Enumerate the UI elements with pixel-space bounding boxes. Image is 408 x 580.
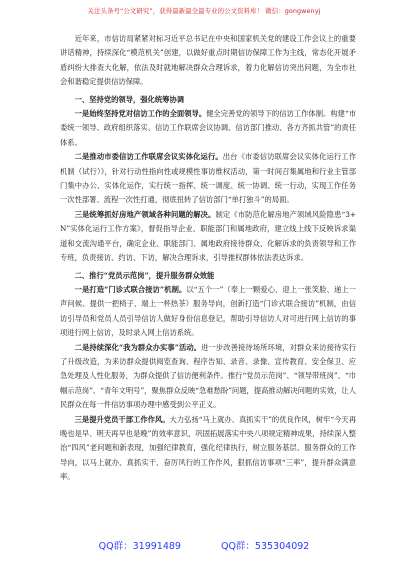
item-lead: 三是提升党员干部工作作风。 [74, 414, 170, 424]
item-body: 制定《市防范化解房地产领域风险隐患“3+N”实体化运行工作方案》，督促指导企业、职能部门和属地政府，建立线上线下反映诉求渠道和交流沟通平台，确定企业、职能部门、属地政府接待群众、化解诉求的负责领导和工作专班，负责接访、约访、下访，解决合理诉求，引导推权群体依法表达诉求。 [60, 209, 356, 263]
footer-contacts [0, 538, 408, 552]
item-body: 大力弘扬“马上就办、真抓实干”的优良作风，树牢“今天再晚也是早、明天再早也是晚”的效率意识，巩固拓展落实中央八项规定精神成果，持续深入整治“四风”老问题和新表现，加强纪律教育，强化纪律执行，树立服务基层、服务群众的工作导向，以马上就办、真抓实干、奋厉风行的工作作风，狠抓信访事项“三率”，提升群众满意率。 [60, 414, 356, 482]
intro-paragraph: 近年来，市信访局紧紧对标习近平总书记在中央和国家机关党的建设工作会议上的重要讲话精神，持续深化“模范机关”创建，以做好重点时期信访保障工作为主线，常态化开展矛盾纠纷大排查大化解，依法及时就地解决群众合理诉求，着力化解信访突出问题，为全市社会和谐稳定提供信访保障。 [60, 34, 356, 87]
item-body: 健全完善党的领导下的信访工作体制。构建“市委统一领导、政府组织落实、信访工作联席会议协调、信访部门推动、各方齐抓共管”的责任体系。 [60, 109, 356, 147]
document-body [60, 32, 356, 485]
section-1-item-1 [60, 107, 356, 150]
section-2-item-1 [60, 283, 356, 341]
item-body: 以“五个一”（奉上一颗爱心、迎上一张笑脸、递上一声问候、提供一把椅子、端上一杯热茶）服务导向，创新打造“门诊式联合接访”机制，由信访引导员和党员人员引导信访人做好身份信息登记，帮助引导信访人对可进行网上信访的事项进行网上信访，及时录入网上信访系统。 [60, 284, 356, 338]
section-1-item-3 [60, 208, 356, 266]
top-banner: 关注头条号“公文研究”，获得最新最全最专业的公文资料库！ 微信：gongwenyj [87, 7, 321, 15]
section-2-title: 二、推行“党员示范岗”，提升服务群众效能 [74, 270, 215, 280]
item-lead: 一是始终坚持党对信访工作的全面领导。 [74, 109, 207, 119]
section-2-item-2 [60, 341, 356, 413]
qq-group-1: QQ群：31991489 [98, 541, 181, 552]
qq-group-2: QQ群：535304092 [220, 541, 310, 552]
item-body: 进一步改善接待场所环境，对群众来访接待实行了升级改造，为来访群众提供阅览查询、程序告知、录音、录像、宣传教育、安全保卫、应急处理及人性化服务，为群众提供了信访便利条件。推行“党员示范岗”、“领导带班岗”、“巾帼示范岗”、“青年文明号”，聚焦群众反映“急难愁盼”问题，提高推动解决问题的实效，让人民群众在每一件信访事项办理中感受到公平正义。 [60, 342, 356, 410]
item-body: 出台《市委信访联席会议实体化运行工作机制（试行）》，针对行动性指向性或规模性事访维权活动，第一时间召集属地和行业主管部门集中办公、实体化运作，实行统一指挥、统一调度、统一协调、统一行动，实现工作任务一次性部署、流程一次性打通，彻底扭转了信访部门“单打独斗”的局面。 [60, 152, 357, 205]
section-1-title: 一、坚持党的领导，强化统筹协调 [74, 94, 185, 104]
item-lead: 一是打造“门诊式联合接访”机制。 [74, 284, 187, 294]
item-lead: 二是推动市委信访工作联席会议实体化运行。 [74, 152, 223, 162]
section-2-item-3 [60, 413, 356, 485]
item-lead: 三是统筹抓好房地产领域各种问题的解决。 [74, 209, 216, 219]
section-1-item-2 [60, 150, 356, 208]
item-lead: 二是持续深化“我为群众办实事”活动。 [74, 342, 202, 352]
